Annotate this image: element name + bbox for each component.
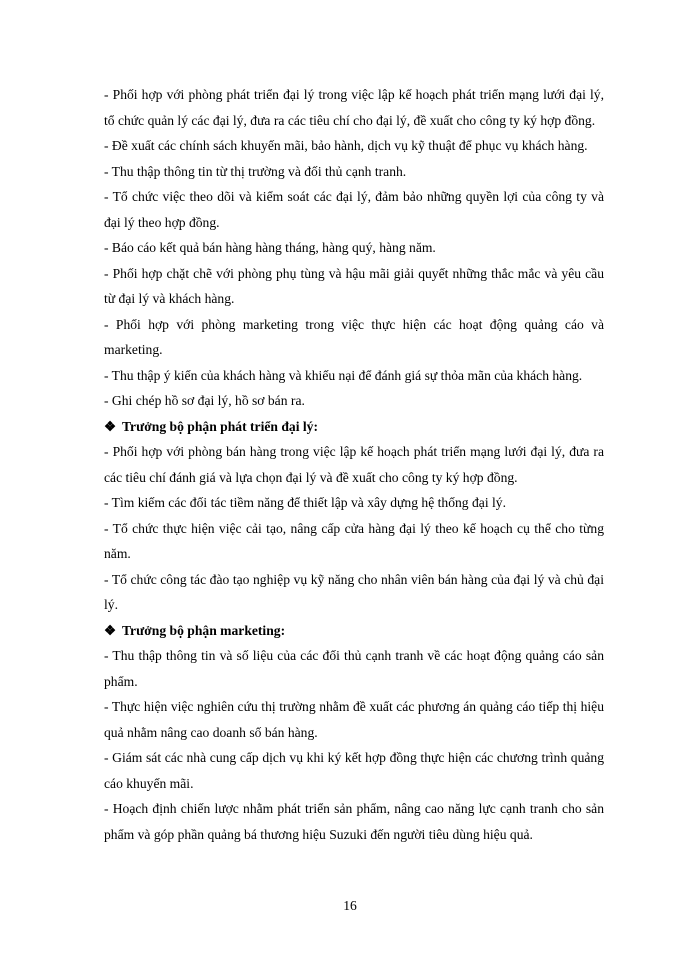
- diamond-bullet-icon: ❖: [104, 418, 117, 434]
- paragraph: - Đề xuất các chính sách khuyến mãi, bảo hành, dịch vụ kỹ thuật để phục vụ khách hàng.: [104, 138, 588, 153]
- paragraph: - Tổ chức thực hiện việc cải tạo, nâng cấp cửa hàng đại lý theo kế hoạch cụ thể cho từng năm.: [104, 520, 604, 561]
- paragraph: - Thực hiện việc nghiên cứu thị trường nhằm đề xuất các phương án quảng cáo tiếp thị hiệu quả nhằm nâng cao doanh số bán hàng.: [104, 699, 604, 740]
- heading-text: Trưởng bộ phận phát triển đại lý:: [122, 418, 318, 434]
- paragraph: - Thu thập thông tin từ thị trường và đối thủ cạnh tranh.: [104, 163, 407, 179]
- paragraph: - Thu thập thông tin và số liệu của các đối thủ cạnh tranh về các hoạt động quảng cáo sản phẩm.: [104, 648, 604, 689]
- paragraph: - Phối hợp với phòng bán hàng trong việc lập kế hoạch phát triển mạng lưới đại lý, đưa ra các tiêu chí đánh giá và lựa chọn đại lý và đề xuất cho công ty ký hợp đồng.: [104, 444, 604, 485]
- paragraph: - Phối hợp với phòng marketing trong việc thực hiện các hoạt động quảng cáo và marketing.: [104, 316, 604, 357]
- paragraph: - Thu thập ý kiến của khách hàng và khiếu nại để đánh giá sự thỏa mãn của khách hàng.: [104, 367, 583, 383]
- paragraph: - Ghi chép hồ sơ đại lý, hồ sơ bán ra.: [104, 393, 305, 408]
- heading-text: Trưởng bộ phận marketing:: [122, 622, 286, 638]
- paragraph: - Tổ chức việc theo dõi và kiểm soát các đại lý, đảm bảo những quyền lợi của công ty và đại lý theo hợp đồng.: [104, 189, 604, 230]
- diamond-bullet-icon: ❖: [104, 622, 117, 638]
- section-heading-dealer-development: [104, 414, 604, 440]
- paragraph: - Hoạch định chiến lược nhằm phát triển sản phẩm, nâng cao năng lực cạnh tranh cho sản phẩm và góp phần quảng bá thương hiệu Suzuki đến người tiêu dùng hiệu quả.: [104, 801, 604, 842]
- paragraph: - Tổ chức công tác đào tạo nghiệp vụ kỹ năng cho nhân viên bán hàng của đại lý và chủ đại lý.: [104, 571, 604, 612]
- page-number: 16: [343, 898, 357, 913]
- paragraph: - Phối hợp chặt chẽ với phòng phụ tùng và hậu mãi giải quyết những thắc mắc và yêu cầu từ đại lý và khách hàng.: [104, 265, 604, 306]
- paragraph: - Phối hợp với phòng phát triển đại lý trong việc lập kế hoạch phát triển mạng lưới đại lý, tổ chức quản lý các đại lý, đưa ra các tiêu chí cho đại lý, đề xuất cho công ty ký hợp đồng.: [104, 87, 604, 128]
- section-heading-marketing: [104, 618, 604, 644]
- paragraph: - Giám sát các nhà cung cấp dịch vụ khi ký kết hợp đồng thực hiện các chương trình quảng cáo khuyến mãi.: [104, 750, 604, 791]
- document-body: [104, 82, 604, 847]
- paragraph: - Tìm kiếm các đối tác tiềm năng để thiết lập và xây dựng hệ thống đại lý.: [104, 495, 506, 510]
- paragraph: - Báo cáo kết quả bán hàng hàng tháng, hàng quý, hàng năm.: [104, 240, 436, 255]
